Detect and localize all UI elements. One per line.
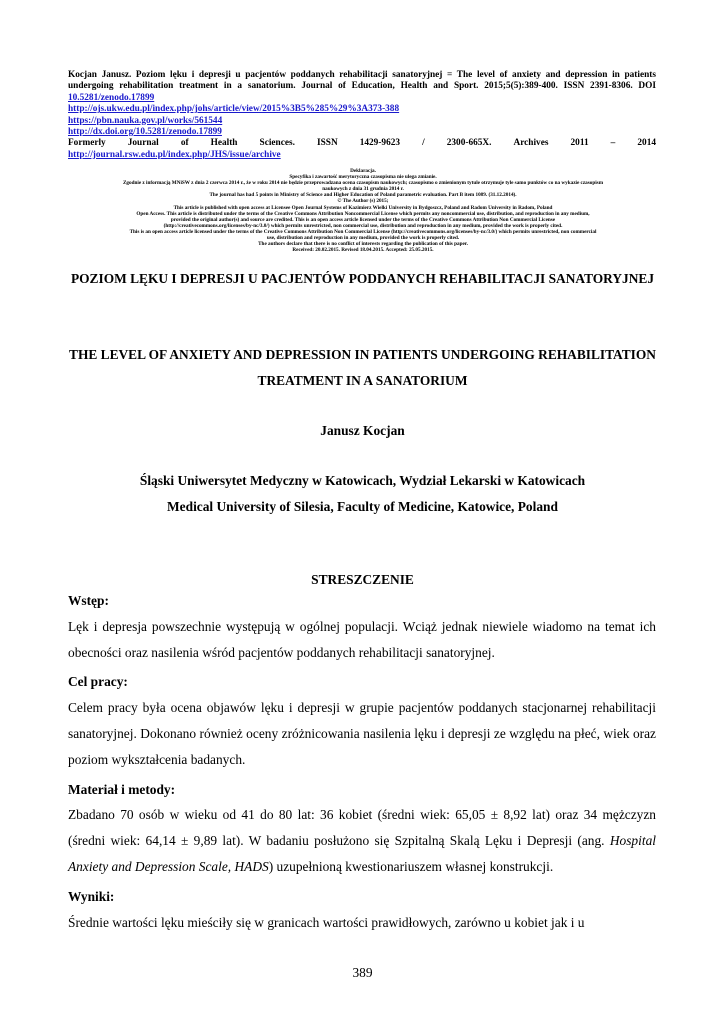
declaration-line: (http://creativecommons.org/licenses/by-nc/3.0/) which permits unrestricted, non commercial use, distribution and reproduction in any medium, provided the work is properly cited. — [163, 222, 563, 229]
methods-text-part: Zbadano 70 osób w wieku od 41 do 80 lat: 36 kobiet (średni wiek: 65,05 ± 8,92 lat) oraz 34 mężczyzn (średni wiek: 64,14 ± 9,89 lat). W badaniu posłużono się Szpitalną Skalą Lęku i Depresji (ang. — [68, 807, 656, 849]
declaration-line: Open Access. This article is distributed under the terms of the Creative Commons Attribution Noncommercial License which permits any noncommercial use, distribution, and reproduction in any medium, — [136, 210, 590, 217]
formerly-word: Health — [210, 138, 238, 149]
declaration-block — [60, 168, 666, 253]
declaration-line: This is an open access article licensed under the terms of the Creative Commons Attribution Non Commercial License (http://creativecommons.org/licenses/by-nc/3.0/) which permits unrestricted, non commercial — [129, 228, 597, 235]
declaration-line: This article is published with open access at Licensee Open Journal Systems of Kazimierz Wielki University in Bydgoszcz, Poland and Radom University in Radom, Poland — [173, 204, 553, 211]
title-polish: POZIOM LĘKU I DEPRESJI U PACJENTÓW PODDANYCH REHABILITACJI SANATORYJNEJ — [70, 271, 655, 286]
formerly-word: 2011 — [570, 138, 589, 149]
abstract-body — [68, 588, 656, 939]
doi-link[interactable]: 10.5281/zenodo.17899 — [68, 92, 155, 103]
declaration-line: © The Author (s) 2015; — [337, 198, 389, 205]
declaration-line: The journal has had 5 points in Ministry of Science and Higher Education of Poland parametric evaluation. Part B item 1089. (31.12.2014). — [209, 192, 517, 199]
section-text-methods — [68, 802, 656, 879]
methods-text-part: ) uzupełnioną kwestionariuszem własnej konstrukcji. — [268, 858, 554, 874]
hads-scale-name: Hospital Anxiety and Depression Scale, HADS — [68, 833, 656, 874]
citation-block — [68, 70, 656, 161]
section-heading-results: Wyniki: — [68, 888, 115, 904]
formerly-word: Journal — [127, 138, 159, 149]
section-text-aim: Celem pracy była ocena objawów lęku i depresji w grupie pacjentów poddanych stacjonarnej rehabilitacji sanatoryjnej. Dokonano również oceny zróżnicowania nasilenia lęku i depresji ze względu na płeć, wiek oraz poziom wykształcenia badanych. — [68, 700, 656, 767]
abstract-heading: STRESZCZENIE — [311, 572, 414, 587]
dx-doi-link[interactable]: http://dx.doi.org/10.5281/zenodo.17899 — [68, 127, 222, 138]
formerly-line — [68, 138, 656, 149]
title-english: THE LEVEL OF ANXIETY AND DEPRESSION IN PATIENTS UNDERGOING REHABILITATION TREATMENT IN A SANATORIUM — [69, 347, 656, 388]
declaration-line: Specyfika i zawartość merytoryczna czasopisma nie ulega zmianie. — [289, 174, 437, 181]
author-name: Janusz Kocjan — [320, 423, 405, 438]
affiliation-polish: Śląski Uniwersytet Medyczny w Katowicach, Wydział Lekarski w Katowicach — [139, 473, 586, 488]
formerly-word: 2014 — [637, 138, 656, 149]
declaration-line: provided the original author(s) and source are credited. This is an open access article licensed under the terms of the Creative Commons Attribution Non Commercial License — [170, 216, 556, 223]
formerly-word: Archives — [513, 138, 549, 149]
section-text-intro: Lęk i depresja powszechnie występują w ogólnej populacji. Wciąż jednak niewiele wiadomo na temat ich obecności oraz nasilenia wśród pacjentów poddanych rehabilitacji sanatoryjnej. — [68, 618, 656, 660]
formerly-word: ISSN — [316, 138, 338, 149]
section-heading-intro: Wstęp: — [68, 593, 109, 608]
formerly-word: 2300-665X. — [446, 138, 492, 149]
declaration-line: Deklaracja. — [350, 168, 376, 174]
formerly-word: / — [422, 138, 425, 149]
declaration-line: naukowych z dnia 31 grudnia 2014 r. — [322, 186, 404, 193]
section-text-results: Średnie wartości lęku mieściły się w granicach wartości prawidłowych, zarówno u kobiet jak i u — [68, 914, 585, 930]
affiliation-english: Medical University of Silesia, Faculty of Medicine, Katowice, Poland — [167, 499, 558, 514]
formerly-word: – — [610, 138, 616, 149]
section-heading-aim: Cel pracy: — [68, 674, 128, 690]
citation-text: Kocjan Janusz. Poziom lęku i depresji u pacjentów poddanych rehabilitacji sanatoryjnej = The level of anxiety and depression in patients undergoing rehabilitation treatment in a sanatorium. Journal of Education, Health and Sport. 2015;5(5):389-400. ISSN 2391-8306. DOI — [68, 70, 656, 92]
formerly-word: 1429-9623 — [359, 138, 401, 149]
declaration-line: The authors declare that there is no conflict of interests regarding the publication of this paper. — [258, 241, 468, 248]
formerly-word: Sciences. — [259, 138, 295, 149]
page-number: 389 — [352, 965, 373, 980]
formerly-word: of — [180, 138, 189, 149]
declaration-line: use, distribution and reproduction in any medium, provided the work is properly cited. — [266, 235, 460, 242]
formerly-word: Formerly — [68, 138, 106, 149]
section-heading-methods: Materiał i metody: — [68, 781, 176, 797]
pbn-link[interactable]: https://pbn.nauka.gov.pl/works/561544 — [68, 115, 223, 126]
declaration-line: Received: 20.02.2015. Revised 18.04.2015. Accepted: 25.05.2015. — [292, 247, 434, 254]
archive-link[interactable]: http://journal.rsw.edu.pl/index.php/JHS/issue/archive — [68, 149, 281, 160]
declaration-line: Zgodnie z informacją MNiSW z dnia 2 czerwca 2014 r., że w roku 2014 nie będzie przeprowadzana ocena czasopism naukowych; czasopismo o zmienionym tytule otrzymuje tyle samo punktów co na wykazie czasopism — [122, 180, 604, 187]
affiliation-block — [60, 468, 665, 520]
ojs-link[interactable]: http://ojs.ukw.edu.pl/index.php/johs/article/view/2015%3B5%285%29%3A373-388 — [68, 104, 400, 115]
